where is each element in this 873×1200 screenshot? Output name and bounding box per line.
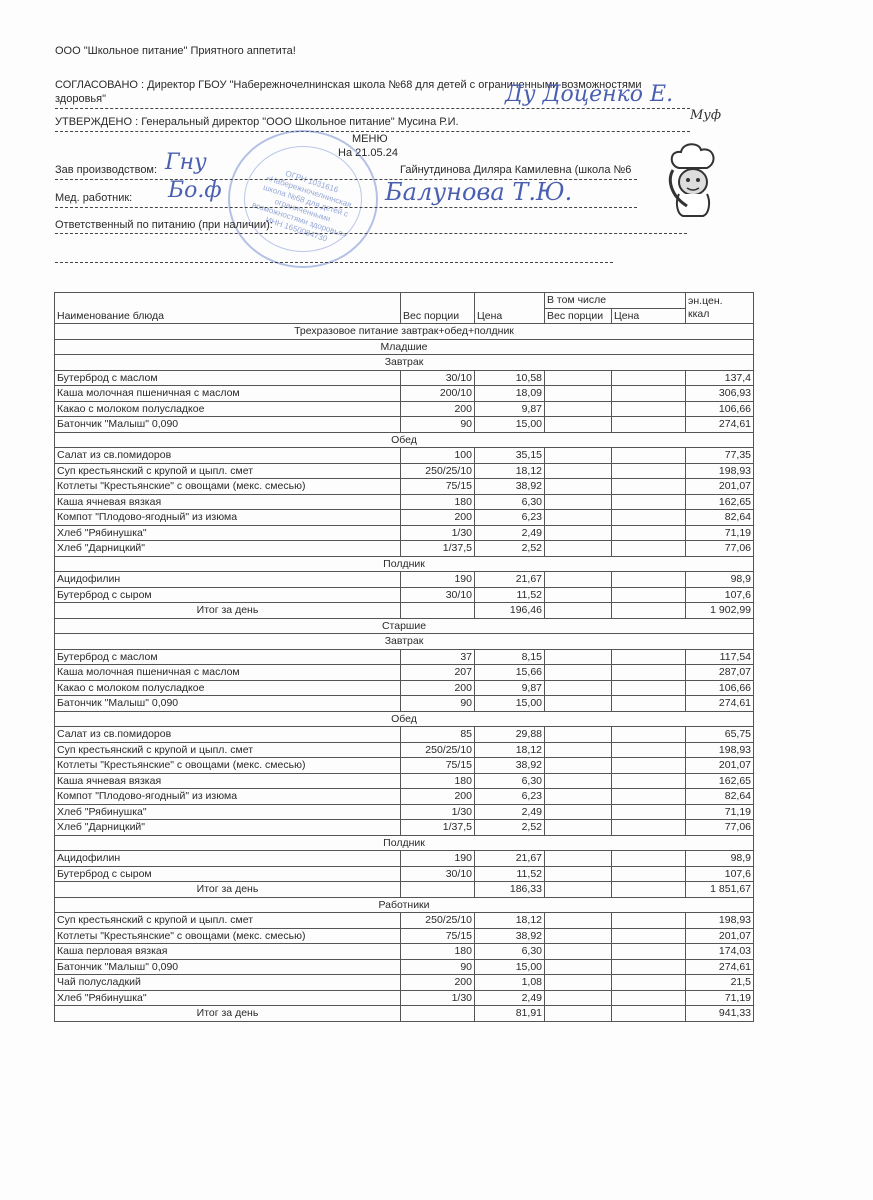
dish-energy: 306,93	[686, 386, 754, 402]
dish-sub-price	[612, 959, 686, 975]
dish-sub-weight	[545, 975, 612, 991]
table-row	[55, 696, 754, 712]
dish-price: 18,09	[475, 386, 545, 402]
medic-divider	[55, 207, 637, 208]
dish-sub-price	[612, 479, 686, 495]
dish-name: Бутерброд с маслом	[55, 370, 401, 386]
dish-name: Чай полусладкий	[55, 975, 401, 991]
dish-name: Компот "Плодово-ягодный" из изюма	[55, 789, 401, 805]
dish-energy: 71,19	[686, 990, 754, 1006]
dish-name: Бутерброд с сыром	[55, 587, 401, 603]
dish-sub-price	[612, 401, 686, 417]
table-row	[55, 742, 754, 758]
dish-sub-weight	[545, 696, 612, 712]
table-row	[55, 851, 754, 867]
table-row	[55, 804, 754, 820]
dish-price: 9,87	[475, 680, 545, 696]
dish-name: Каша ячневая вязкая	[55, 494, 401, 510]
dish-sub-weight	[545, 773, 612, 789]
dish-energy: 287,07	[686, 665, 754, 681]
meal-title-row	[55, 634, 754, 650]
dish-sub-price	[612, 680, 686, 696]
dish-energy: 274,61	[686, 417, 754, 433]
dish-name: Батончик "Малыш" 0,090	[55, 696, 401, 712]
dish-sub-price	[612, 804, 686, 820]
dish-weight: 90	[401, 959, 475, 975]
dish-energy: 106,66	[686, 680, 754, 696]
dish-sub-weight	[545, 944, 612, 960]
dish-energy: 106,66	[686, 401, 754, 417]
menu-table	[54, 292, 754, 1022]
group-title-row	[55, 897, 754, 913]
dish-price: 6,23	[475, 789, 545, 805]
dish-sub-price	[612, 696, 686, 712]
dish-price: 2,49	[475, 990, 545, 1006]
production-signature: Гну	[165, 150, 207, 175]
dish-weight: 75/15	[401, 479, 475, 495]
dish-sub-weight	[545, 990, 612, 1006]
dish-name: Какао с молоком полусладкое	[55, 401, 401, 417]
menu-date: На 21.05.24	[338, 147, 398, 159]
col-sub-weight-header: Вес порции	[545, 308, 612, 324]
dish-name: Салат из св.помидоров	[55, 727, 401, 743]
dish-sub-weight	[545, 851, 612, 867]
energy-header-line2: ккал	[688, 308, 710, 320]
table-row	[55, 758, 754, 774]
dish-weight: 200/10	[401, 386, 475, 402]
responsible-label: Ответственный по питанию (при наличии):	[55, 219, 273, 231]
dish-sub-weight	[545, 913, 612, 929]
responsible-divider	[55, 233, 687, 234]
dish-sub-price	[612, 820, 686, 836]
dish-sub-weight	[545, 804, 612, 820]
col-name-header: Наименование блюда	[55, 293, 401, 324]
dish-energy: 77,06	[686, 541, 754, 557]
group-title: Младшие	[55, 339, 754, 355]
dish-price: 8,15	[475, 649, 545, 665]
dish-weight: 30/10	[401, 866, 475, 882]
table-row	[55, 665, 754, 681]
dish-sub-price	[612, 370, 686, 386]
total-price: 186,33	[475, 882, 545, 898]
dish-price: 2,52	[475, 541, 545, 557]
dish-weight: 75/15	[401, 928, 475, 944]
col-weight-header: Вес порции	[401, 293, 475, 324]
dish-price: 18,12	[475, 742, 545, 758]
dish-sub-weight	[545, 587, 612, 603]
total-energy: 1 902,99	[686, 603, 754, 619]
dish-weight: 75/15	[401, 758, 475, 774]
dish-price: 38,92	[475, 758, 545, 774]
dish-weight: 85	[401, 727, 475, 743]
dish-price: 2,52	[475, 820, 545, 836]
dish-sub-price	[612, 572, 686, 588]
dish-sub-weight	[545, 789, 612, 805]
dish-weight: 90	[401, 417, 475, 433]
dish-sub-price	[612, 990, 686, 1006]
dish-sub-weight	[545, 727, 612, 743]
dish-weight: 1/30	[401, 525, 475, 541]
table-row	[55, 510, 754, 526]
dish-price: 21,67	[475, 851, 545, 867]
dish-energy: 98,9	[686, 572, 754, 588]
dish-name: Бутерброд с маслом	[55, 649, 401, 665]
dish-energy: 82,64	[686, 510, 754, 526]
table-row	[55, 463, 754, 479]
dish-energy: 98,9	[686, 851, 754, 867]
dish-sub-weight	[545, 820, 612, 836]
dish-weight: 1/37,5	[401, 820, 475, 836]
dish-price: 18,12	[475, 913, 545, 929]
dish-price: 6,30	[475, 944, 545, 960]
dish-sub-weight	[545, 742, 612, 758]
dish-name: Хлеб "Дарницкий"	[55, 820, 401, 836]
org-line: ООО "Школьное питание" Приятного аппетита!	[55, 45, 296, 57]
medic-signature: Бо.ф	[168, 178, 222, 203]
dish-energy: 71,19	[686, 525, 754, 541]
dish-price: 15,00	[475, 696, 545, 712]
total-weight	[401, 882, 475, 898]
agreed-line: СОГЛАСОВАНО : Директор ГБОУ "Набережночелнинская школа №68 для детей с ограниченными возможностями	[55, 79, 642, 91]
meal-title: Обед	[55, 432, 754, 448]
dish-sub-weight	[545, 463, 612, 479]
col-including-header: В том числе	[545, 293, 686, 309]
dish-sub-price	[612, 727, 686, 743]
dish-sub-price	[612, 494, 686, 510]
dish-price: 15,66	[475, 665, 545, 681]
dish-name: Суп крестьянский с крупой и цыпл. смет	[55, 742, 401, 758]
dish-energy: 21,5	[686, 975, 754, 991]
dish-sub-weight	[545, 525, 612, 541]
table-row	[55, 401, 754, 417]
dish-energy: 198,93	[686, 913, 754, 929]
total-weight	[401, 603, 475, 619]
dish-weight: 30/10	[401, 587, 475, 603]
dish-name: Хлеб "Рябинушка"	[55, 525, 401, 541]
dish-name: Хлеб "Рябинушка"	[55, 804, 401, 820]
production-label: Зав производством:	[55, 164, 158, 176]
dish-sub-weight	[545, 417, 612, 433]
dish-sub-weight	[545, 494, 612, 510]
dish-name: Батончик "Малыш" 0,090	[55, 417, 401, 433]
dish-name: Какао с молоком полусладкое	[55, 680, 401, 696]
dish-weight: 207	[401, 665, 475, 681]
col-price-header: Цена	[475, 293, 545, 324]
dish-sub-weight	[545, 866, 612, 882]
plan-title: Трехразовое питание завтрак+обед+полдник	[55, 324, 754, 340]
total-sub-weight	[545, 882, 612, 898]
meal-title: Полдник	[55, 835, 754, 851]
dish-price: 29,88	[475, 727, 545, 743]
dish-weight: 1/30	[401, 804, 475, 820]
table-row	[55, 479, 754, 495]
table-row	[55, 727, 754, 743]
dish-name: Котлеты "Крестьянские" с овощами (мекс. смесью)	[55, 928, 401, 944]
dish-name: Ацидофилин	[55, 572, 401, 588]
dish-energy: 77,35	[686, 448, 754, 464]
dish-sub-weight	[545, 479, 612, 495]
dish-energy: 174,03	[686, 944, 754, 960]
dish-sub-price	[612, 773, 686, 789]
dish-sub-price	[612, 665, 686, 681]
dish-sub-price	[612, 448, 686, 464]
table-row	[55, 649, 754, 665]
dish-sub-price	[612, 541, 686, 557]
table-row	[55, 680, 754, 696]
dish-sub-weight	[545, 541, 612, 557]
dish-sub-weight	[545, 572, 612, 588]
dish-energy: 162,65	[686, 494, 754, 510]
total-sub-weight	[545, 1006, 612, 1022]
dish-energy: 162,65	[686, 773, 754, 789]
dish-sub-price	[612, 587, 686, 603]
dish-energy: 65,75	[686, 727, 754, 743]
meal-title-row	[55, 835, 754, 851]
dish-energy: 107,6	[686, 866, 754, 882]
table-row	[55, 541, 754, 557]
table-row	[55, 587, 754, 603]
dish-energy: 71,19	[686, 804, 754, 820]
dish-price: 11,52	[475, 587, 545, 603]
total-energy: 941,33	[686, 1006, 754, 1022]
col-energy-header	[686, 293, 754, 324]
dish-sub-price	[612, 975, 686, 991]
table-row	[55, 990, 754, 1006]
blank-divider	[55, 262, 613, 263]
dish-sub-weight	[545, 370, 612, 386]
col-sub-price-header: Цена	[612, 308, 686, 324]
total-price: 81,91	[475, 1006, 545, 1022]
energy-header-line1: эн.цен.	[688, 295, 723, 307]
table-row	[55, 944, 754, 960]
dish-sub-price	[612, 944, 686, 960]
table-row	[55, 386, 754, 402]
total-label: Итог за день	[55, 603, 401, 619]
total-price: 196,46	[475, 603, 545, 619]
production-name: Гайнутдинова Диляра Камилевна (школа №6	[400, 164, 632, 176]
dish-sub-price	[612, 417, 686, 433]
chef-logo-icon	[665, 140, 723, 220]
dish-energy: 201,07	[686, 479, 754, 495]
dish-weight: 200	[401, 510, 475, 526]
dish-name: Каша молочная пшеничная с маслом	[55, 665, 401, 681]
dish-sub-price	[612, 525, 686, 541]
dish-weight: 190	[401, 572, 475, 588]
group-title-row	[55, 618, 754, 634]
dish-price: 6,23	[475, 510, 545, 526]
dish-name: Каша молочная пшеничная с маслом	[55, 386, 401, 402]
dish-weight: 200	[401, 975, 475, 991]
menu-title: МЕНЮ	[352, 133, 388, 145]
total-weight	[401, 1006, 475, 1022]
dish-price: 6,30	[475, 773, 545, 789]
dish-sub-price	[612, 463, 686, 479]
dish-energy: 274,61	[686, 959, 754, 975]
dish-price: 21,67	[475, 572, 545, 588]
dish-name: Бутерброд с сыром	[55, 866, 401, 882]
table-row	[55, 572, 754, 588]
dish-sub-price	[612, 913, 686, 929]
table-row	[55, 928, 754, 944]
table-row	[55, 975, 754, 991]
dish-sub-price	[612, 510, 686, 526]
medic-label: Мед. работник:	[55, 192, 133, 204]
dish-weight: 250/25/10	[401, 463, 475, 479]
group-title: Работники	[55, 897, 754, 913]
dish-name: Батончик "Малыш" 0,090	[55, 959, 401, 975]
dish-sub-price	[612, 866, 686, 882]
table-row	[55, 773, 754, 789]
agreed-line-cont: здоровья"	[55, 93, 107, 105]
menu-table-body	[55, 293, 754, 1022]
total-energy: 1 851,67	[686, 882, 754, 898]
dish-price: 35,15	[475, 448, 545, 464]
meal-title-row	[55, 556, 754, 572]
dish-weight: 180	[401, 494, 475, 510]
total-label: Итог за день	[55, 882, 401, 898]
dish-energy: 274,61	[686, 696, 754, 712]
group-title: Старшие	[55, 618, 754, 634]
dish-energy: 201,07	[686, 758, 754, 774]
dish-price: 11,52	[475, 866, 545, 882]
dish-price: 15,00	[475, 959, 545, 975]
dish-name: Хлеб "Рябинушка"	[55, 990, 401, 1006]
total-sub-weight	[545, 603, 612, 619]
table-row	[55, 448, 754, 464]
stamp-text: ОГРН 1031616 «Набережночелнинская школа №68 для детей с ограниченными возможностями здоровья» ИНН 1650084730	[250, 168, 353, 244]
dish-sub-price	[612, 742, 686, 758]
meal-title: Завтрак	[55, 355, 754, 371]
meal-title-row	[55, 432, 754, 448]
table-row	[55, 959, 754, 975]
total-row	[55, 603, 754, 619]
dish-name: Салат из св.помидоров	[55, 448, 401, 464]
table-header-row	[55, 293, 754, 309]
table-row	[55, 913, 754, 929]
table-row	[55, 789, 754, 805]
dish-price: 38,92	[475, 479, 545, 495]
dish-sub-weight	[545, 928, 612, 944]
group-title-row	[55, 339, 754, 355]
dish-sub-price	[612, 851, 686, 867]
dish-price: 9,87	[475, 401, 545, 417]
dish-energy: 82,64	[686, 789, 754, 805]
dish-price: 1,08	[475, 975, 545, 991]
table-row	[55, 370, 754, 386]
dish-energy: 77,06	[686, 820, 754, 836]
approved-divider	[55, 131, 690, 132]
dish-weight: 200	[401, 680, 475, 696]
table-row	[55, 417, 754, 433]
total-label: Итог за день	[55, 1006, 401, 1022]
dish-price: 15,00	[475, 417, 545, 433]
table-row	[55, 820, 754, 836]
dish-name: Хлеб "Дарницкий"	[55, 541, 401, 557]
dish-weight: 37	[401, 649, 475, 665]
dish-weight: 250/25/10	[401, 742, 475, 758]
dish-sub-weight	[545, 510, 612, 526]
meal-title: Полдник	[55, 556, 754, 572]
dish-energy: 117,54	[686, 649, 754, 665]
dish-sub-weight	[545, 959, 612, 975]
total-sub-price	[612, 1006, 686, 1022]
dish-name: Каша ячневая вязкая	[55, 773, 401, 789]
dish-price: 2,49	[475, 525, 545, 541]
dish-price: 38,92	[475, 928, 545, 944]
dish-price: 10,58	[475, 370, 545, 386]
total-sub-price	[612, 882, 686, 898]
dish-price: 2,49	[475, 804, 545, 820]
medic-name-signature: Балунова Т.Ю.	[385, 178, 573, 206]
agreed-signature: Ду Доценко Е.	[505, 82, 674, 107]
dish-energy: 137,4	[686, 370, 754, 386]
meal-title: Завтрак	[55, 634, 754, 650]
dish-sub-weight	[545, 665, 612, 681]
dish-sub-price	[612, 386, 686, 402]
dish-name: Суп крестьянский с крупой и цыпл. смет	[55, 913, 401, 929]
dish-name: Каша перловая вязкая	[55, 944, 401, 960]
total-row	[55, 882, 754, 898]
total-sub-price	[612, 603, 686, 619]
dish-sub-price	[612, 758, 686, 774]
dish-energy: 198,93	[686, 463, 754, 479]
approved-line: УТВЕРЖДЕНО : Генеральный директор "ООО Школьное питание" Мусина Р.И.	[55, 116, 459, 128]
plan-title-row	[55, 324, 754, 340]
dish-sub-weight	[545, 448, 612, 464]
dish-weight: 1/37,5	[401, 541, 475, 557]
dish-sub-price	[612, 789, 686, 805]
meal-title: Обед	[55, 711, 754, 727]
dish-weight: 90	[401, 696, 475, 712]
dish-price: 18,12	[475, 463, 545, 479]
dish-name: Котлеты "Крестьянские" с овощами (мекс. смесью)	[55, 479, 401, 495]
dish-weight: 200	[401, 401, 475, 417]
agreed-divider	[55, 108, 690, 109]
meal-title-row	[55, 355, 754, 371]
dish-sub-price	[612, 928, 686, 944]
dish-sub-weight	[545, 386, 612, 402]
dish-sub-weight	[545, 649, 612, 665]
dish-name: Компот "Плодово-ягодный" из изюма	[55, 510, 401, 526]
meal-title-row	[55, 711, 754, 727]
dish-price: 6,30	[475, 494, 545, 510]
dish-weight: 180	[401, 773, 475, 789]
dish-weight: 190	[401, 851, 475, 867]
approved-signature: Муф	[690, 108, 722, 123]
dish-sub-price	[612, 649, 686, 665]
dish-name: Котлеты "Крестьянские" с овощами (мекс. смесью)	[55, 758, 401, 774]
table-row	[55, 525, 754, 541]
dish-sub-weight	[545, 758, 612, 774]
table-row	[55, 866, 754, 882]
dish-weight: 30/10	[401, 370, 475, 386]
total-row	[55, 1006, 754, 1022]
dish-energy: 201,07	[686, 928, 754, 944]
table-row	[55, 494, 754, 510]
dish-weight: 250/25/10	[401, 913, 475, 929]
dish-weight: 1/30	[401, 990, 475, 1006]
dish-sub-weight	[545, 680, 612, 696]
dish-weight: 180	[401, 944, 475, 960]
dish-weight: 100	[401, 448, 475, 464]
dish-name: Суп крестьянский с крупой и цыпл. смет	[55, 463, 401, 479]
dish-sub-weight	[545, 401, 612, 417]
dish-energy: 198,93	[686, 742, 754, 758]
dish-weight: 200	[401, 789, 475, 805]
dish-energy: 107,6	[686, 587, 754, 603]
dish-name: Ацидофилин	[55, 851, 401, 867]
